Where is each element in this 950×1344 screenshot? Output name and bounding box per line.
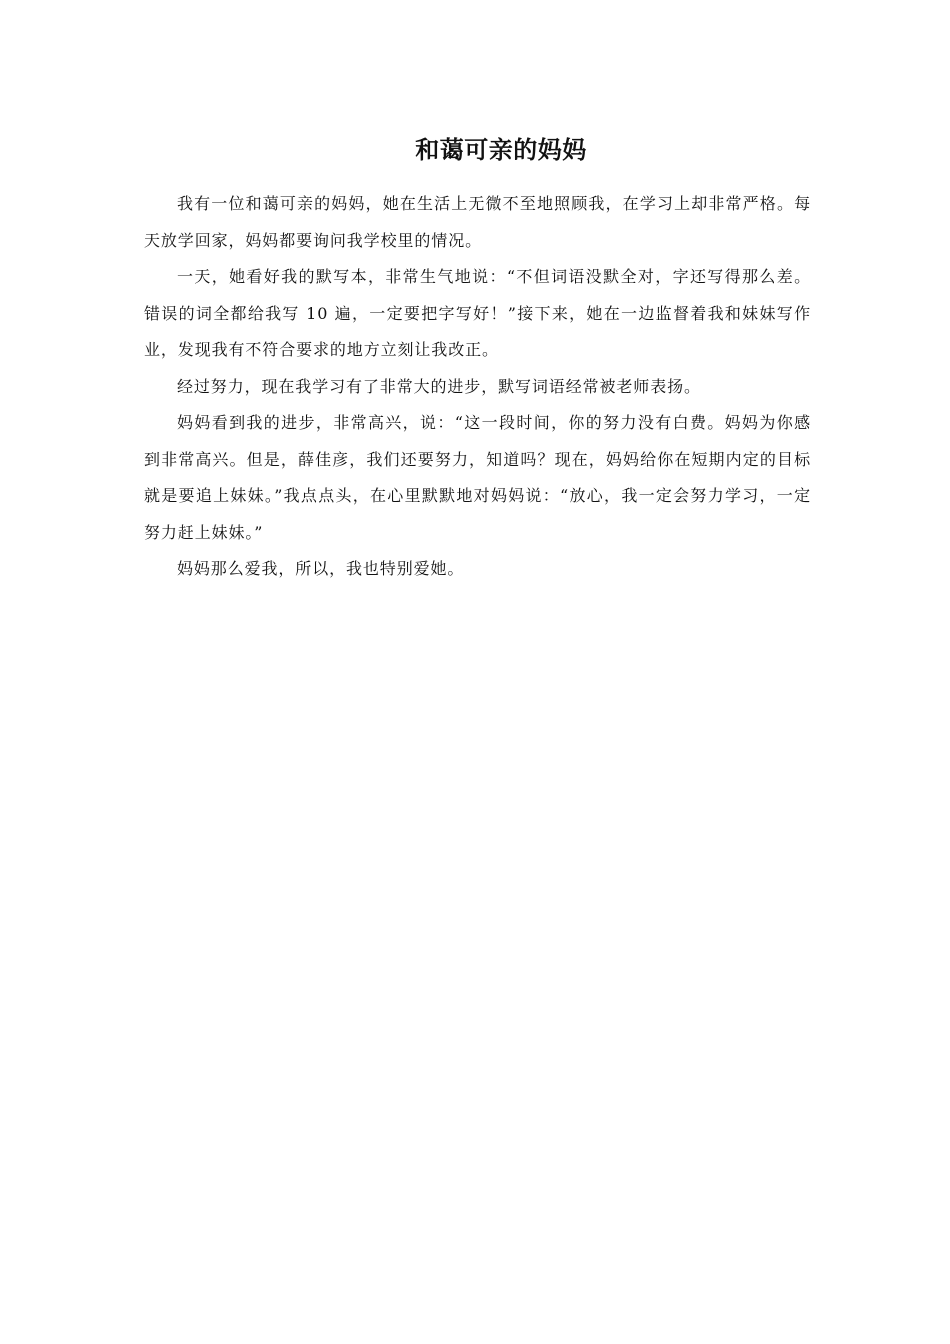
paragraph-3: 经过努力，现在我学习有了非常大的进步，默写词语经常被老师表扬。 bbox=[177, 376, 701, 396]
document-body bbox=[144, 186, 811, 588]
paragraph-4: 妈妈看到我的进步，非常高兴，说：“这一段时间，你的努力没有白费。妈妈为你感到非常高兴。但是，薛佳彦，我们还要努力，知道吗？现在，妈妈给你在短期内定的目标就是要追上妹妹。”我点点头，在心里默默地对妈妈说：“放心，我一定会努力学习，一定努力赶上妹妹。” bbox=[144, 413, 811, 542]
document-title: 和蔼可亲的妈妈 bbox=[415, 136, 587, 164]
paragraph-2: 一天，她看好我的默写本，非常生气地说：“不但词语没默全对，字还写得那么差。错误的词全都给我写 10 遍，一定要把字写好！”接下来，她在一边监督着我和妹妹写作业，发现我有不符合要求的地方立刻让我改正。 bbox=[144, 267, 811, 359]
paragraph-1: 我有一位和蔼可亲的妈妈，她在生活上无微不至地照顾我，在学习上却非常严格。每天放学回家，妈妈都要询问我学校里的情况。 bbox=[144, 194, 811, 250]
paragraph-5: 妈妈那么爱我，所以，我也特别爱她。 bbox=[177, 559, 465, 578]
